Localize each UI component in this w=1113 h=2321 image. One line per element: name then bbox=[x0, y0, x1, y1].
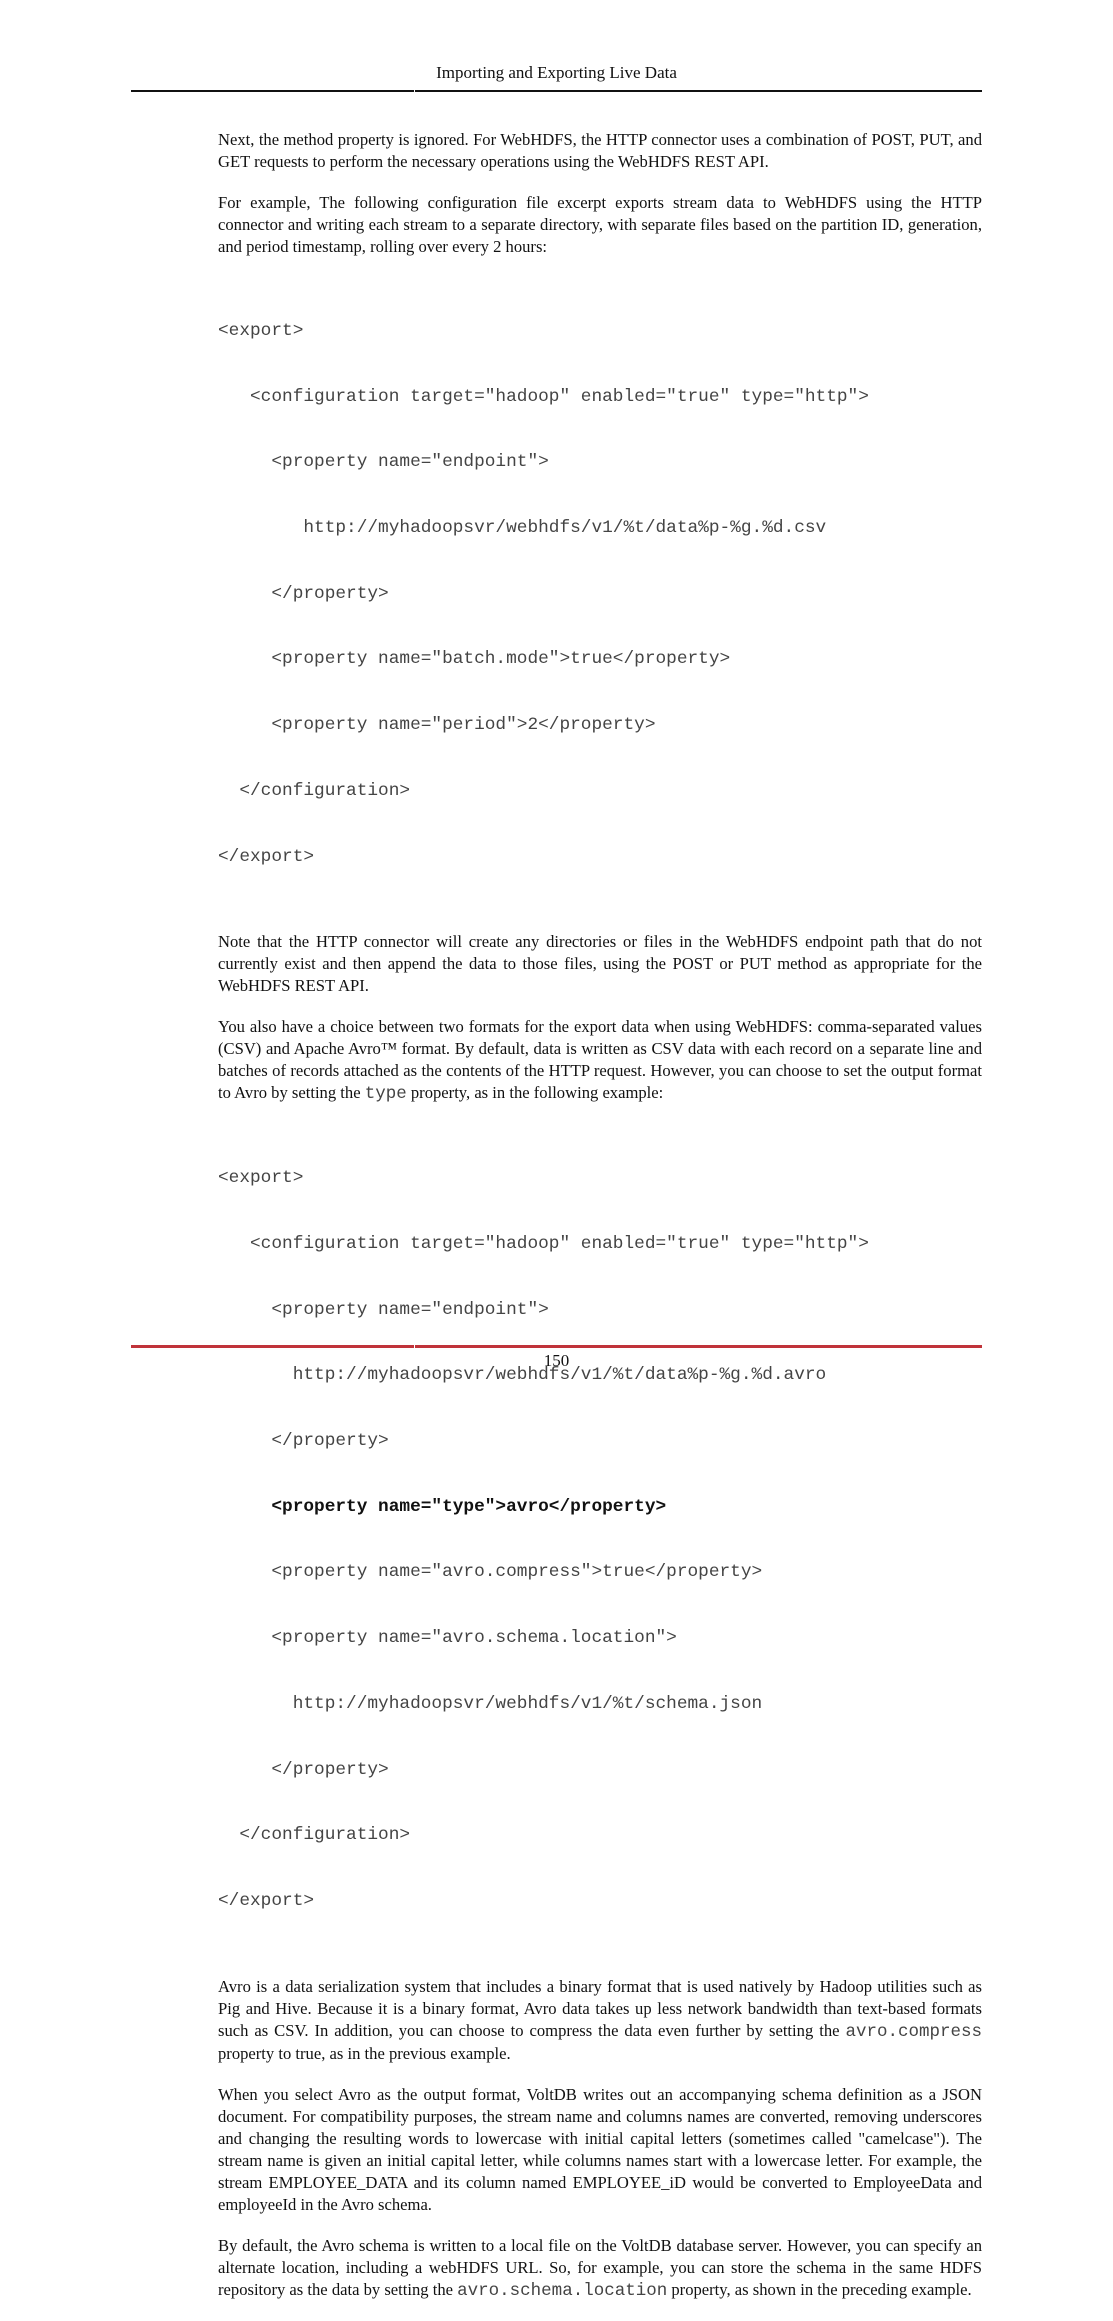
code-line: </property> bbox=[218, 1759, 389, 1780]
inline-code: avro.compress bbox=[845, 2021, 982, 2042]
paragraph bbox=[218, 2235, 982, 2302]
code-block-avro-example bbox=[218, 1124, 982, 1956]
code-line: <property name="period">2</property> bbox=[218, 715, 656, 736]
code-line: </configuration> bbox=[218, 1825, 411, 1846]
inline-code: type bbox=[364, 1084, 407, 1105]
text: By default, the Avro schema is written to a local file on the VoltDB database server. However, you can specify an alternate location, including a webHDFS URL. So, for example, you can store the schema in the same HDFS repository as the data by setting the bbox=[218, 2235, 982, 2299]
code-line: <export> bbox=[218, 320, 304, 341]
code-line: </export> bbox=[218, 1891, 315, 1911]
text: property, as in the following example: bbox=[406, 1083, 664, 1103]
code-line: </configuration> bbox=[218, 780, 411, 801]
code-line: <property name="batch.mode">true</property> bbox=[218, 649, 731, 670]
code-line: </property> bbox=[218, 583, 389, 604]
text: Avro is a data serialization system that includes a binary format that is used natively by Hadoop utilities such as Pig and Hive. Because it is a binary format, Avro data takes up less network bandwidth than text-based formats such as CSV. In addition, you can choose to compress the data even further by setting the bbox=[218, 1976, 982, 2040]
code-line: </export> bbox=[218, 846, 315, 867]
paragraph: Next, the method property is ignored. For WebHDFS, the HTTP connector uses a combination of POST, PUT, and GET requests to perform the necessary operations using the WebHDFS REST API. bbox=[218, 130, 982, 171]
page-number: 150 bbox=[543, 1351, 570, 1370]
inline-code: avro.schema.location bbox=[457, 2280, 668, 2301]
code-line: <configuration target="hadoop" enabled="true" type="http"> bbox=[218, 386, 869, 407]
header-rule bbox=[131, 90, 982, 92]
paragraph bbox=[218, 1016, 982, 1105]
text: You also have a choice between two formats for the export data when using WebHDFS: comma-separated values (CSV) and Apache Avro™ format. By default, data is written as CSV data with each record on a separate line and batches of records attached as the contents of the HTTP request. However, you can choose to set the output format to Avro by setting the bbox=[218, 1017, 982, 1103]
bold-code: <property name="type">avro</property> bbox=[218, 1496, 667, 1517]
paragraph: Note that the HTTP connector will create any directories or files in the WebHDFS endpoint path that do not currently exist and then append the data to those files, using the POST or PUT method as appropriate for the WebHDFS REST API. bbox=[218, 932, 982, 996]
text: property to true, as in the previous example. bbox=[218, 2043, 511, 2063]
code-line: <property name="endpoint"> bbox=[218, 452, 549, 473]
paragraph: When you select Avro as the output format, VoltDB writes out an accompanying schema definition as a JSON document. For compatibility purposes, the stream name and columns names are converted, removing underscores and changing the resulting words to lowercase with initial capital letters (sometimes called "camelcase"). The stream name is given an initial capital letter, while columns names start with a lowercase letter. For example, the stream EMPLOYEE_DATA and its column named EMPLOYEE_iD would be converted to EmployeeData and employeeId in the Avro schema. bbox=[218, 2084, 982, 2214]
code-line: http://myhadoopsvr/webhdfs/v1/%t/data%p-%g.%d.csv bbox=[218, 517, 827, 538]
code-line: http://myhadoopsvr/webhdfs/v1/%t/data%p-%g.%d.avro bbox=[218, 1365, 827, 1386]
code-line: <property name="avro.compress">true</property> bbox=[218, 1562, 763, 1583]
code-line: <configuration target="hadoop" enabled="true" type="http"> bbox=[218, 1233, 869, 1254]
code-line: http://myhadoopsvr/webhdfs/v1/%t/schema.json bbox=[218, 1693, 763, 1714]
paragraph: For example, The following configuration file excerpt exports stream data to WebHDFS using the HTTP connector and writing each stream to a separate directory, with separate files based on the partition ID, generation, and period timestamp, rolling over every 2 hours: bbox=[218, 193, 982, 256]
code-line: </property> bbox=[218, 1430, 389, 1451]
code-line: <property name="avro.schema.location"> bbox=[218, 1628, 677, 1649]
text: property, as shown in the preceding example. bbox=[667, 2279, 972, 2299]
code-block-csv-example bbox=[218, 277, 982, 912]
page-body bbox=[218, 129, 982, 2321]
code-line-highlighted bbox=[218, 1497, 982, 1519]
code-line: <export> bbox=[218, 1168, 304, 1189]
running-header: Importing and Exporting Live Data bbox=[436, 63, 677, 82]
paragraph bbox=[218, 1976, 982, 2065]
footer-rule bbox=[131, 1345, 982, 1348]
code-line: <property name="endpoint"> bbox=[218, 1299, 549, 1320]
